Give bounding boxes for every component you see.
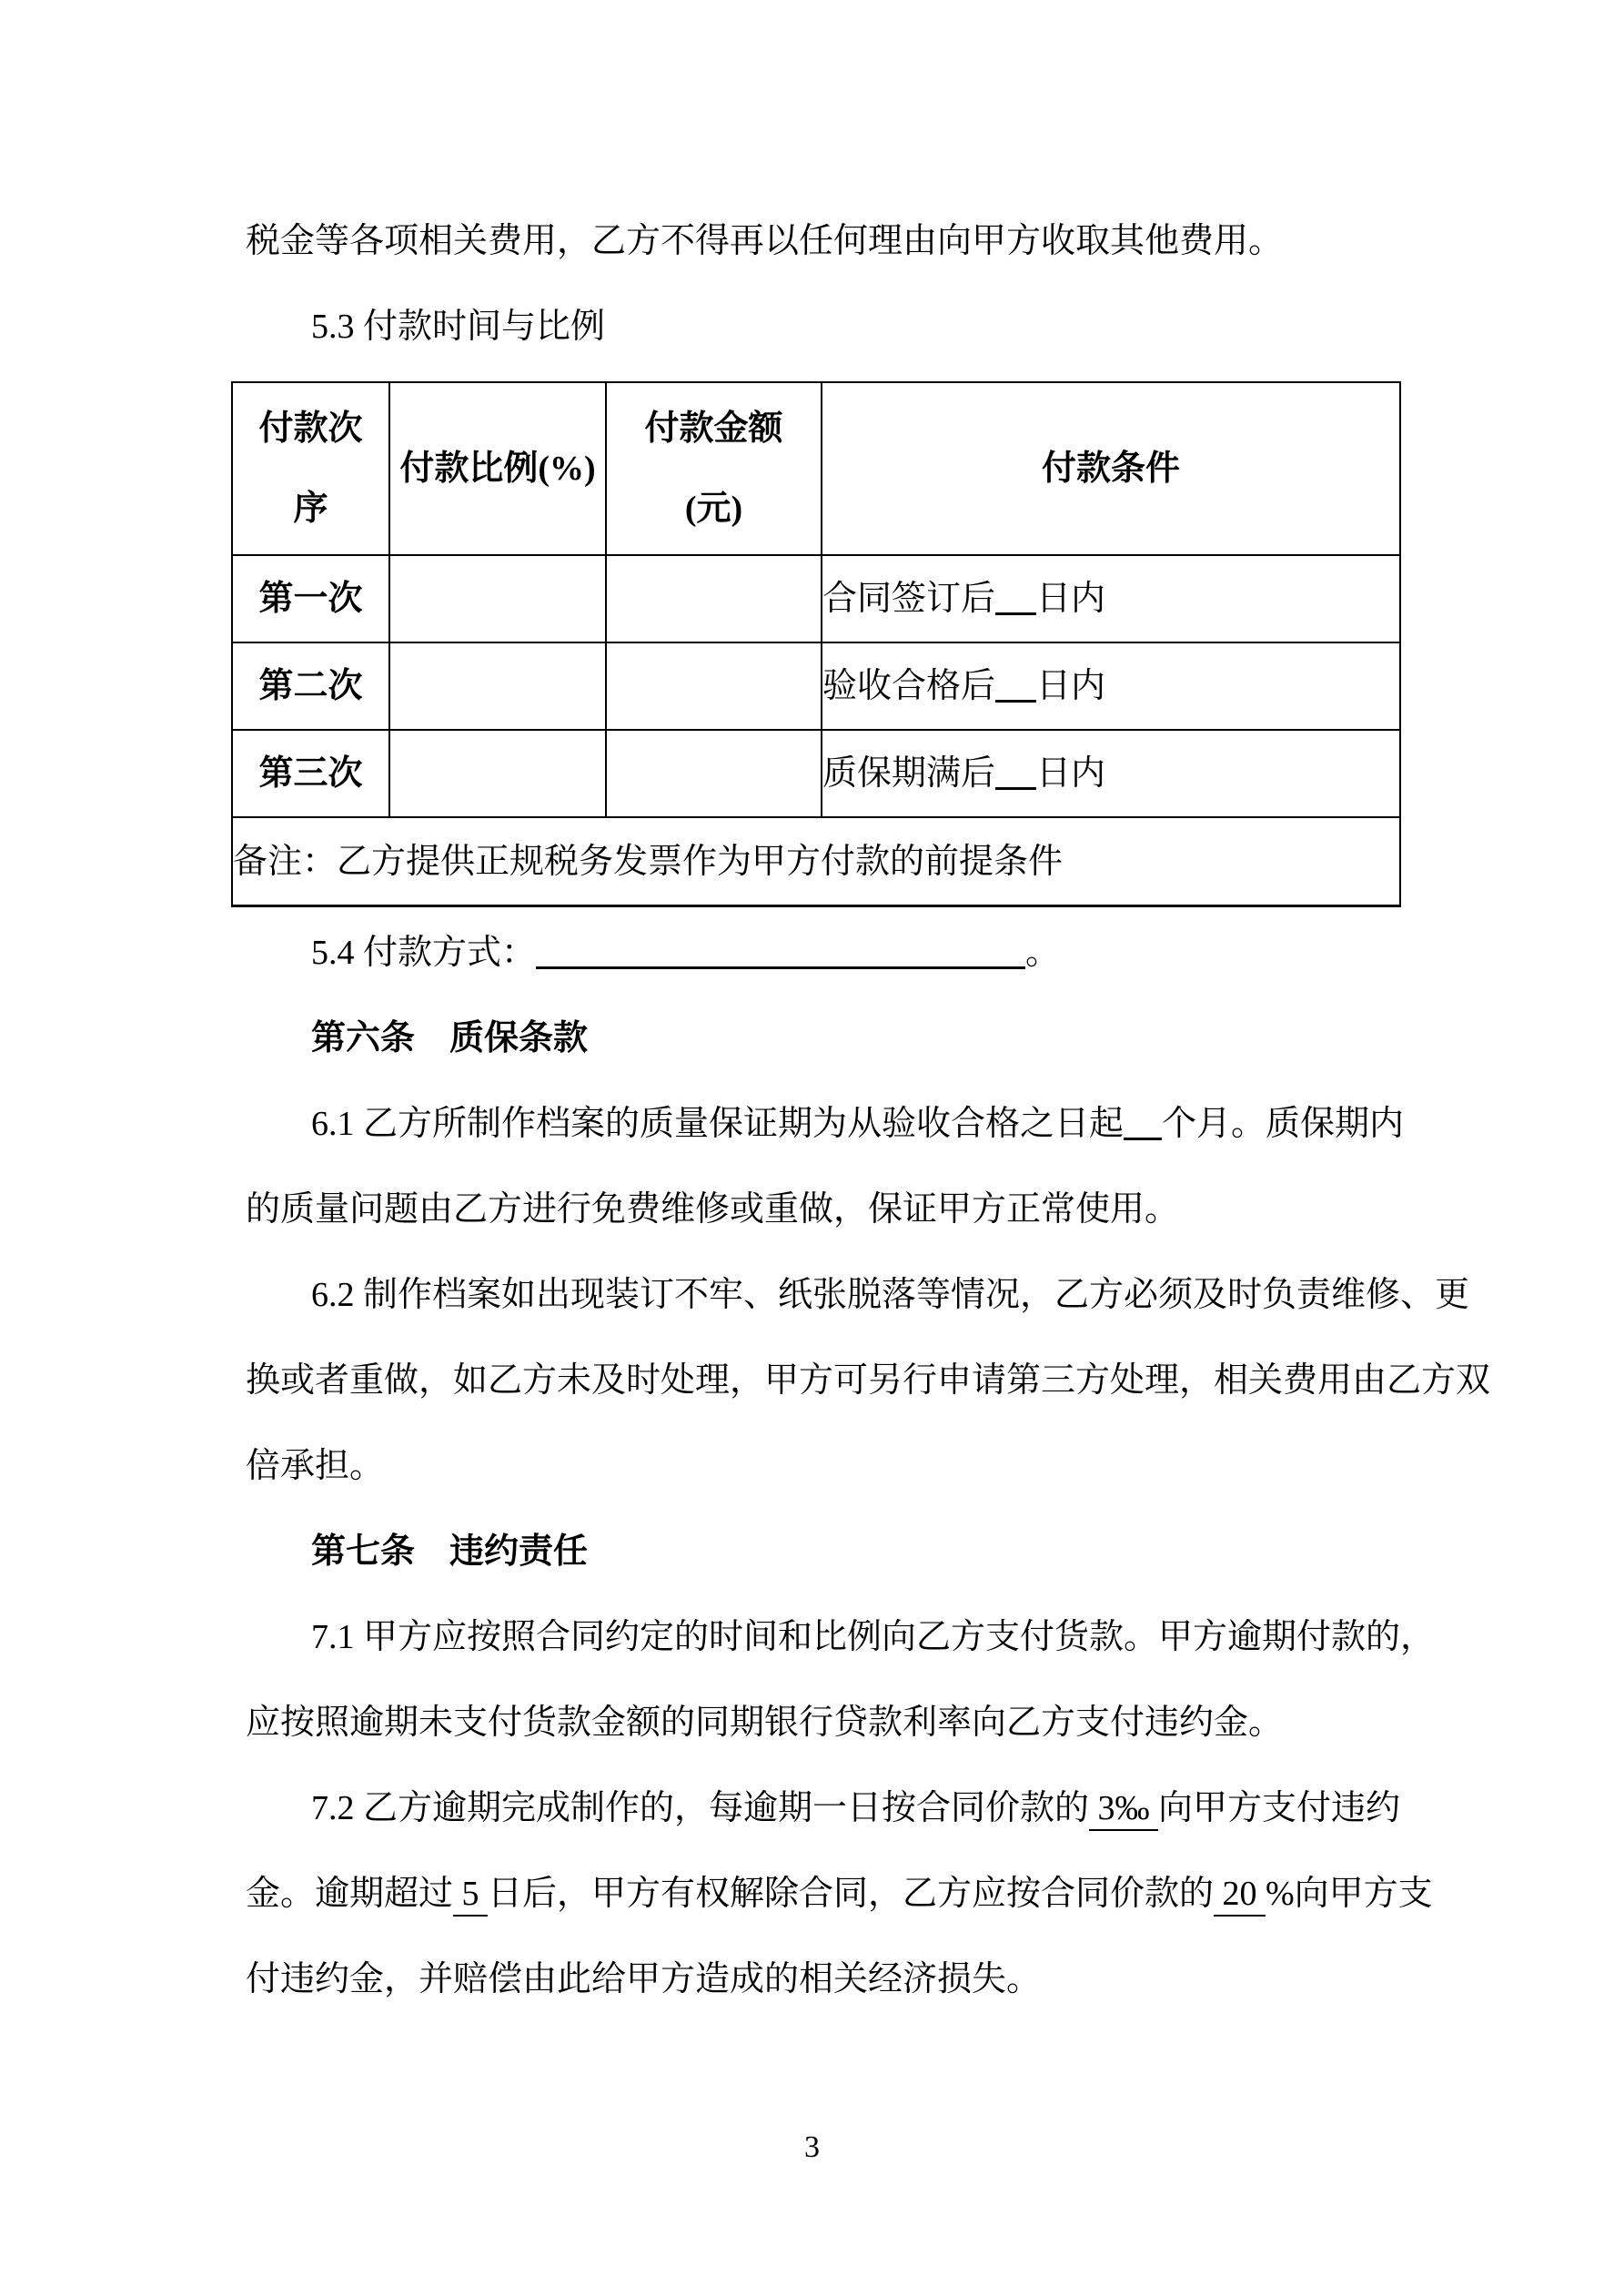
header-payment-amount (606, 382, 822, 555)
cell-ratio-first-empty (389, 555, 606, 642)
cell-amount-first-empty (606, 555, 822, 642)
payment-schedule-table (231, 381, 1401, 907)
table-header-row (232, 382, 1400, 555)
header-payment-condition (822, 382, 1400, 555)
header-payment-sequence-line1: 付款次 (258, 410, 363, 448)
clause-6-2-line-1: 6.2 制作档案如出现装订不牢、纸张脱落等情况，乙方必须及时负责维修、更 (311, 1276, 1470, 1314)
clause-6-1-line-1: 6.1 乙方所制作档案的质量保证期为从验收合格之日起 个月。质保期内 (246, 1081, 1378, 1167)
clause-6-2-line-3: 倍承担。 (246, 1447, 385, 1485)
paragraph-tax-fees: 税金等各项相关费用，乙方不得再以任何理由向甲方收取其他费用。 (246, 222, 1284, 260)
table-row-second-payment (232, 642, 1400, 730)
clause-7-2-line-1: 7.2 乙方逾期完成制作的，每逾期一日按合同价款的 3‰ 向甲方支付违约 (246, 1765, 1378, 1851)
cell-condition-first: 合同签订后 日内 (822, 555, 1400, 642)
cell-amount-second-empty (606, 642, 822, 730)
table-note-row (232, 817, 1400, 906)
cell-condition-second: 验收合格后 日内 (822, 642, 1400, 730)
article-6-heading: 第六条 质保条款 (311, 1019, 589, 1057)
clause-7-1-line-2: 应按照逾期未支付货款金额的同期银行贷款利率向乙方支付违约金。 (246, 1704, 1284, 1742)
article-7-heading: 第七条 违约责任 (311, 1532, 589, 1571)
header-payment-condition-line1: 付款条件 (1041, 450, 1180, 488)
header-payment-amount-line1: 付款金额 (644, 410, 783, 448)
cell-ratio-third-empty (389, 730, 606, 817)
header-payment-sequence (232, 382, 389, 555)
clause-6-2-line-2: 换或者重做，如乙方未及时处理，甲方可另行申请第三方处理，相关费用由乙方双 (246, 1361, 1491, 1400)
clause-7-2-line-2: 金。逾期超过 5 日后，甲方有权解除合同，乙方应按合同价款的 20 %向甲方支 (246, 1851, 1378, 1937)
clause-5-3-heading: 5.3 付款时间与比例 (311, 308, 606, 346)
clause-7-2-line-3: 付违约金，并赔偿由此给甲方造成的相关经济损失。 (246, 1960, 1042, 1998)
cell-seq-second: 第二次 (232, 642, 389, 730)
clause-7-1-line-1: 7.1 甲方应按照合同约定的时间和比例向乙方支付货款。甲方逾期付款的， (311, 1618, 1436, 1656)
cell-note: 备注：乙方提供正规税务发票作为甲方付款的前提条件 (232, 817, 1400, 906)
cell-seq-first: 第一次 (232, 555, 389, 642)
cell-condition-third: 质保期满后 日内 (822, 730, 1400, 817)
contract-body (233, 0, 1491, 2022)
table-row-first-payment (232, 555, 1400, 642)
header-payment-ratio-line1: 付款比例(%) (399, 450, 596, 488)
header-payment-amount-line2: (元) (684, 490, 743, 528)
clause-6-1-line-2: 的质量问题由乙方进行免费维修或重做，保证甲方正常使用。 (246, 1190, 1180, 1229)
header-payment-sequence-line2: 序 (293, 490, 328, 528)
cell-amount-third-empty (606, 730, 822, 817)
cell-ratio-second-empty (389, 642, 606, 730)
clause-5-4-payment-method: 5.4 付款方式： 。 (246, 910, 1378, 996)
table-row-third-payment (232, 730, 1400, 817)
page-number: 3 (804, 2130, 820, 2164)
cell-seq-third: 第三次 (232, 730, 389, 817)
header-payment-ratio (389, 382, 606, 555)
